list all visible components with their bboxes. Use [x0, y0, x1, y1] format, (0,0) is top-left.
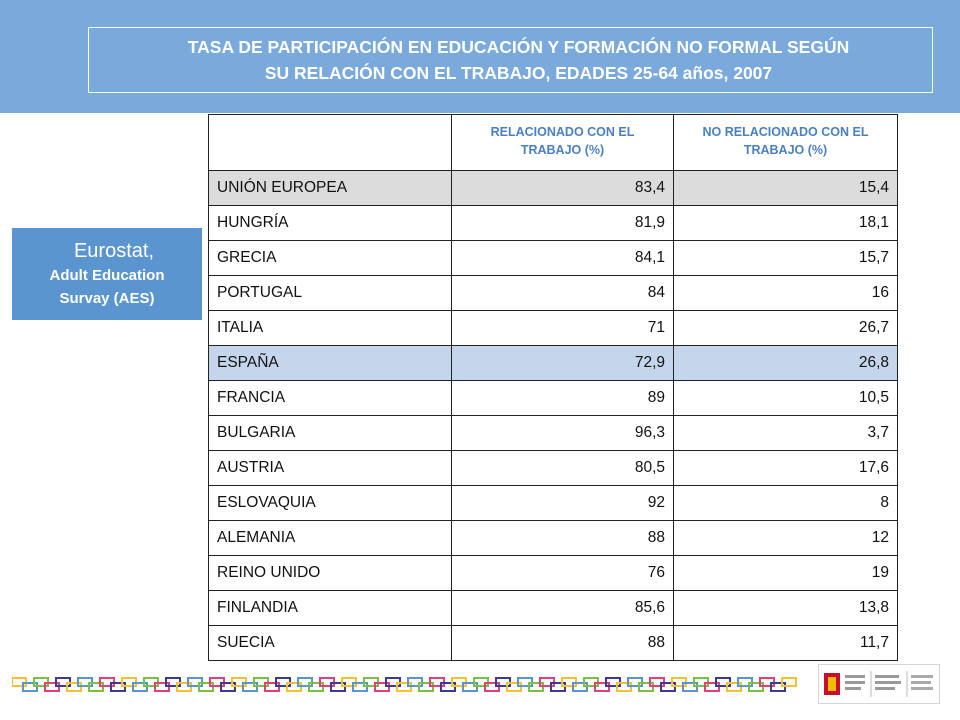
not-related-value: 18,1 — [674, 206, 898, 241]
ministry-logo — [818, 664, 940, 704]
country-cell: SUECIA — [209, 626, 452, 661]
table-row — [209, 346, 898, 381]
not-related-value: 17,6 — [674, 451, 898, 486]
related-value: 84,1 — [452, 241, 674, 276]
related-value: 84 — [452, 276, 674, 311]
related-value: 92 — [452, 486, 674, 521]
table-row — [209, 171, 898, 206]
header-related: RELACIONADO CON EL TRABAJO (%) — [452, 115, 674, 171]
table-row — [209, 416, 898, 451]
page-title — [158, 34, 863, 86]
related-value: 88 — [452, 521, 674, 556]
table-row — [209, 626, 898, 661]
not-related-value: 10,5 — [674, 381, 898, 416]
related-value: 88 — [452, 626, 674, 661]
related-value: 83,4 — [452, 171, 674, 206]
table-row — [209, 311, 898, 346]
table-row — [209, 381, 898, 416]
table-row — [209, 486, 898, 521]
related-value: 72,9 — [452, 346, 674, 381]
country-cell: ITALIA — [209, 311, 452, 346]
country-cell: REINO UNIDO — [209, 556, 452, 591]
related-value: 85,6 — [452, 591, 674, 626]
table-row — [209, 591, 898, 626]
source-line-2: Adult Education — [49, 267, 165, 284]
table-row — [209, 241, 898, 276]
related-value: 80,5 — [452, 451, 674, 486]
source-box — [12, 228, 202, 320]
table-row — [209, 451, 898, 486]
not-related-value: 12 — [674, 521, 898, 556]
country-cell: ALEMANIA — [209, 521, 452, 556]
not-related-value: 15,7 — [674, 241, 898, 276]
country-cell: HUNGRÍA — [209, 206, 452, 241]
related-value: 76 — [452, 556, 674, 591]
related-value: 89 — [452, 381, 674, 416]
source-line-1: Eurostat, — [73, 240, 155, 262]
table-row — [209, 276, 898, 311]
not-related-value: 19 — [674, 556, 898, 591]
country-cell: FRANCIA — [209, 381, 452, 416]
title-line-2: SU RELACIÓN CON EL TRABAJO, EDADES 25-64 años, 2007 — [264, 63, 773, 83]
country-cell: ESPAÑA — [209, 346, 452, 381]
not-related-value: 8 — [674, 486, 898, 521]
not-related-value: 11,7 — [674, 626, 898, 661]
country-cell: UNIÓN EUROPEA — [209, 171, 452, 206]
source-line-3: Survay (AES) — [59, 290, 155, 307]
table-header-row — [209, 115, 898, 171]
table-row — [209, 556, 898, 591]
title-box — [88, 27, 933, 93]
not-related-value: 26,8 — [674, 346, 898, 381]
country-cell: AUSTRIA — [209, 451, 452, 486]
country-cell: ESLOVAQUIA — [209, 486, 452, 521]
related-value: 81,9 — [452, 206, 674, 241]
not-related-value: 13,8 — [674, 591, 898, 626]
decorative-chain-border — [12, 676, 802, 694]
table-row — [209, 521, 898, 556]
table-row — [209, 206, 898, 241]
header-not-related: NO RELACIONADO CON EL TRABAJO (%) — [674, 115, 898, 171]
header-country — [209, 115, 452, 171]
country-cell: PORTUGAL — [209, 276, 452, 311]
not-related-value: 3,7 — [674, 416, 898, 451]
country-cell: BULGARIA — [209, 416, 452, 451]
gobierno-logo-icon — [819, 665, 939, 703]
related-value: 71 — [452, 311, 674, 346]
related-value: 96,3 — [452, 416, 674, 451]
participation-table — [208, 114, 898, 661]
country-cell: FINLANDIA — [209, 591, 452, 626]
country-cell: GRECIA — [209, 241, 452, 276]
not-related-value: 26,7 — [674, 311, 898, 346]
title-line-1: TASA DE PARTICIPACIÓN EN EDUCACIÓN Y FORMACIÓN NO FORMAL SEGÚN — [187, 37, 850, 57]
header-band — [0, 0, 960, 113]
not-related-value: 16 — [674, 276, 898, 311]
not-related-value: 15,4 — [674, 171, 898, 206]
